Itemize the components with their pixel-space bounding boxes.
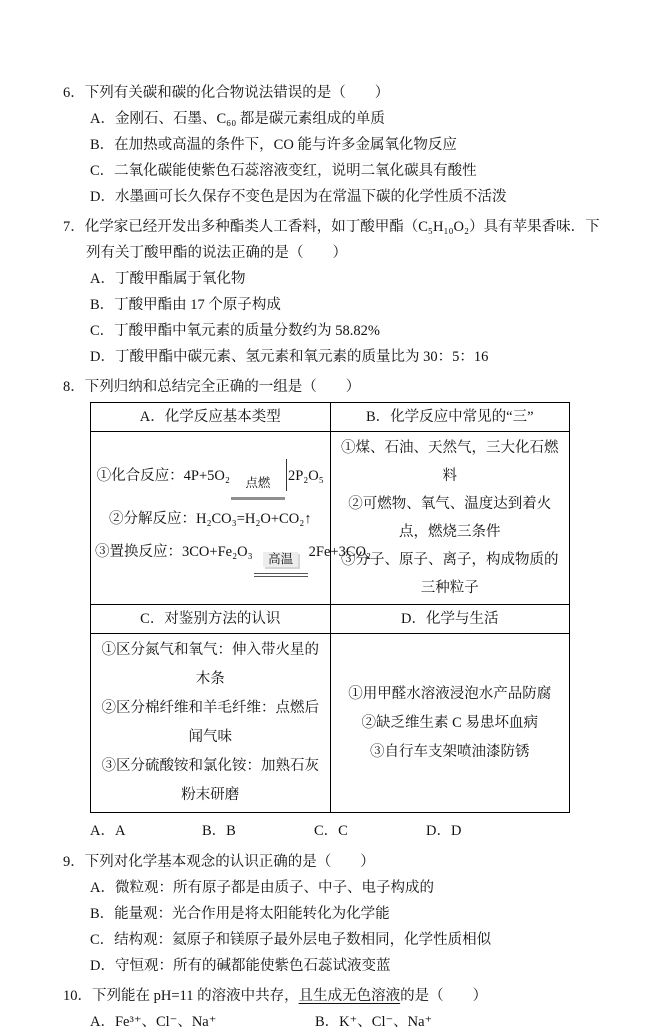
decomposition-reaction-equation: ②分解反应：H₂CO₃=H₂O+CO₂↑ (108, 511, 312, 527)
q9-stem-text: 下列对化学基本观念的认识正确的是（ ） (84, 854, 375, 870)
question-8 (63, 374, 611, 844)
q8-cell-b-item-3: ③分子、原子、离子，构成物质的三种粒子 (341, 552, 559, 596)
q10-stem-text-post: 的是（ ） (400, 988, 488, 1004)
q8-cell-c (91, 634, 331, 813)
q9-stem (63, 849, 611, 875)
condition-label: 高温 (263, 552, 298, 567)
q8-cell-d-item-1: ①用甲醛水溶液浸泡水产品防腐 (348, 685, 552, 702)
q8-cell-c-item-3: ③区分硫酸铵和氯化铵：加熟石灰粉末研磨 (101, 758, 319, 803)
question-6 (63, 80, 611, 210)
combination-reaction-equation (95, 459, 326, 500)
q8-cell-b-item-2: ②可燃物、氧气、温度达到着火点，燃烧三条件 (348, 496, 552, 540)
q6-option-a: A．金刚石、石墨、C₆₀ 都是碳元素组成的单质 (90, 111, 385, 127)
q8-table-header-c: C．对鉴别方法的认识 (91, 605, 331, 634)
question-7 (63, 214, 611, 370)
question-9 (63, 849, 611, 979)
q6-option-c: C．二氧化碳能使紫色石蕊溶液变红，说明二氧化碳具有酸性 (90, 163, 477, 179)
q8-cell-b (330, 432, 570, 605)
q8-cell-d (330, 634, 570, 813)
q9-option-b: B．能量观：光合作用是将太阳能转化为化学能 (90, 906, 390, 922)
q9-option-a: A．微粒观：所有原子都是由质子、中子、电子构成的 (90, 880, 434, 896)
q8-answer-options (90, 818, 611, 844)
displacement-reaction-equation (95, 538, 372, 577)
q10-stem-text-pre: 下列能在 pH=11 的溶液中共存， (92, 988, 299, 1004)
equation-rhs: 2Fe+3CO₂ (308, 544, 372, 560)
q8-number: 8． (63, 379, 85, 395)
q10-option-a: A．Fe³⁺、Cl⁻、Na⁺ (90, 1014, 217, 1030)
q8-option-b: B．B (202, 823, 236, 839)
q8-option-d: D．D (426, 823, 462, 839)
q6-number: 6． (63, 85, 85, 101)
q8-cell-d-item-2: ②缺乏维生素 C 易患坏血病 (361, 714, 538, 731)
q7-number: 7． (63, 219, 85, 235)
q6-option-b: B．在加热或高温的条件下，CO 能与许多金属氧化物反应 (90, 137, 457, 153)
q8-table-header-a: A．化学反应基本类型 (91, 403, 331, 432)
q7-option-c: C．丁酸甲酯中氧元素的质量分数约为 58.82% (90, 323, 380, 339)
q10-stem-underlined: 且生成无色溶液 (298, 988, 401, 1004)
q8-summary-table (90, 402, 570, 813)
q7-option-d: D．丁酸甲酯中碳元素、氢元素和氧元素的质量比为 30：5：16 (90, 349, 489, 365)
q9-option-d: D．守恒观：所有的碱都能使紫色石蕊试液变蓝 (90, 958, 391, 974)
q8-table-header-b: B．化学反应中常见的“三” (330, 403, 570, 432)
q8-option-c: C．C (314, 823, 348, 839)
q6-stem-text: 下列有关碳和碳的化合物说法错误的是（ ） (84, 85, 390, 101)
question-10 (63, 983, 611, 1035)
q7-stem-text: 化学家已经开发出多种酯类人工香料，如丁酸甲酯（C₅H₁₀O₂）具有苹果香味．下列有关丁酸甲酯的说法正确的是（ ） (84, 219, 600, 261)
q8-stem (63, 374, 611, 400)
q8-cell-c-item-1: ①区分氮气和氧气：伸入带火星的木条 (101, 642, 319, 687)
q8-stem-text: 下列归纳和总结完全正确的一组是（ ） (84, 379, 361, 395)
q8-cell-c-item-2: ②区分棉纤维和羊毛纤维：点燃后闻气味 (101, 700, 319, 745)
equation-rhs: 2P₂O₅ (287, 468, 324, 484)
q6-option-d: D．水墨画可长久保存不变色是因为在常温下碳的化学性质不活泼 (90, 189, 507, 205)
equation-lhs: ③置换反应：3CO+Fe₂O₃ (95, 544, 253, 560)
condition-label: 点燃 (245, 476, 271, 490)
equation-bar-artifact (286, 459, 287, 491)
q8-cell-a (91, 432, 372, 605)
q10-option-b: B．K⁺、Cl⁻、Na⁺ (315, 1014, 433, 1030)
q8-table-header-d: D．化学与生活 (330, 605, 570, 634)
q7-option-a: A．丁酸甲酯属于氧化物 (90, 271, 246, 287)
q10-options-row (90, 1009, 611, 1035)
q7-option-b: B．丁酸甲酯由 17 个原子构成 (90, 297, 281, 313)
q9-number: 9． (63, 854, 85, 870)
reaction-condition-high-temperature (254, 545, 308, 577)
q8-cell-d-item-3: ③自行车支架喷油漆防锈 (370, 743, 530, 760)
q8-cell-b-item-1: ①煤、石油、天然气，三大化石燃料 (341, 440, 559, 484)
equation-lhs: ①化合反应：4P+5O₂ (96, 468, 230, 484)
reaction-condition-ignite (231, 469, 285, 500)
q7-stem (63, 214, 611, 266)
q8-option-a: A．A (90, 823, 126, 839)
q10-stem (63, 983, 611, 1009)
q10-number: 10． (63, 988, 92, 1004)
q6-stem (63, 80, 611, 106)
q9-option-c: C．结构观：氦原子和镁原子最外层电子数相同，化学性质相似 (90, 932, 492, 948)
